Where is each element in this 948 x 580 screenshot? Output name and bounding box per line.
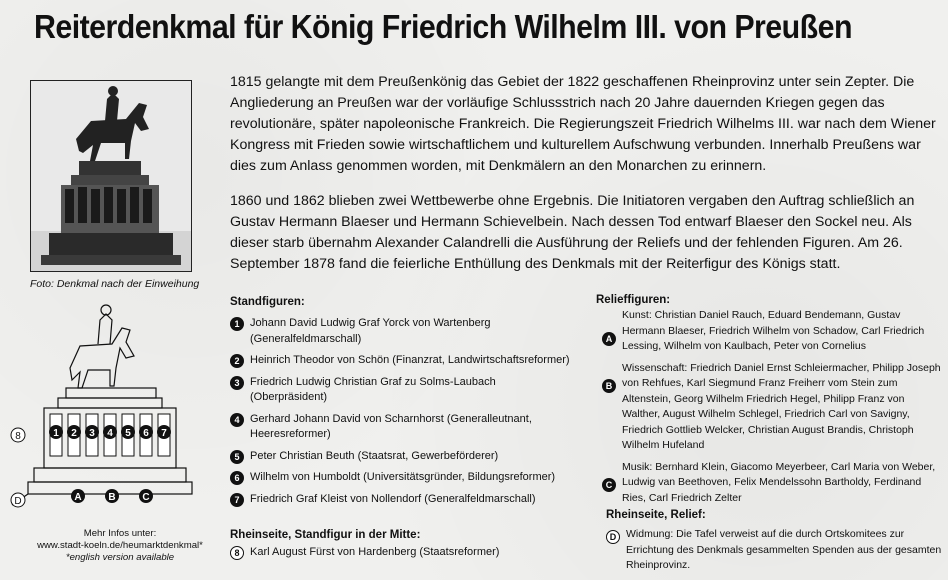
number-badge: 1 xyxy=(230,317,244,331)
more-info-url: www.stadt-koeln.de/heumarktdenkmal* xyxy=(37,540,203,551)
rheinseite-standfigur-heading: Rheinseite, Standfigur in der Mitte: xyxy=(230,529,421,541)
photo-caption: Foto: Denkmal nach der Einweihung xyxy=(30,278,200,290)
more-info xyxy=(20,528,220,564)
more-info-heading: Mehr Infos unter: xyxy=(83,528,157,539)
marker-1-label: 1 xyxy=(53,428,59,439)
list-item xyxy=(230,492,570,508)
list-item xyxy=(230,353,570,369)
list-item xyxy=(596,460,941,507)
number-badge: 7 xyxy=(230,493,244,507)
number-badge: 6 xyxy=(230,471,244,485)
marker-8-label: 8 xyxy=(15,431,21,442)
list-item-text: Heinrich Theodor von Schön (Finanzrat, Landwirtschaftsreformer) xyxy=(250,354,570,366)
list-item xyxy=(230,375,570,406)
list-item-text: Kunst: Christian Daniel Rauch, Eduard Bendemann, Gustav Hermann Blaeser, Friedrich Wilhelm von Schadow, Carl Friedrich Lessing, Wilhelm von Kaulbach, Peter von Cornelius xyxy=(622,309,925,352)
rheinseite-relief-heading: Rheinseite, Relief: xyxy=(606,509,706,521)
list-item xyxy=(596,361,941,454)
letter-badge: D xyxy=(606,530,620,544)
marker-7-label: 7 xyxy=(161,428,167,439)
list-item-text: Friedrich Ludwig Christian Graf zu Solms-Laubach (Oberpräsident) xyxy=(250,375,496,403)
list-item-text: Widmung: Die Tafel verweist auf die durch Ortskomitees zur Errichtung des Denkmals gesammelten Spenden aus der gesamten Rheinprovinz. xyxy=(626,528,942,571)
list-item xyxy=(596,308,941,355)
marker-d-label: D xyxy=(14,496,22,507)
intro-paragraph-1: 1815 gelangte mit dem Preußenkönig das Gebiet der 1822 geschaffenen Rheinprovinz unter sein Zepter. Die Angliederung an Preußen war der vorläufige Schlussstrich nach 20 Jahre dauernden Kriegen gegen das revolutionäre, später napoleonische Frankreich. Die Regierungszeit Friedrich Wilhelms III. war nach dem Wiener Kongress mit Frieden sowie wirtschaftlichem und kulturellem Aufschwung verbunden. Innerhalb Preußens war dies zum Anlass genommen worden, mit Denkmälern an den Monarchen zu erinnern. xyxy=(230,74,936,174)
list-item-text: Peter Christian Beuth (Staatsrat, Gewerbeförderer) xyxy=(250,449,499,462)
intro-paragraph-2: 1860 und 1862 blieben zwei Wettbewerbe ohne Ergebnis. Die Initiatoren vergaben den Auftrag schließlich an Gustav Hermann Blaeser und Hermann Schievelbein. Nach dessen Tod entwarf Blaeser den Sockel neu. Als dieser starb übernahm Alexander Calandrelli die Ausführung der Reliefs und der fehlenden Figuren. Am 26. September 1878 fand die feierliche Enthüllung des Denkmals mit der Reiterfigur des Königs statt. xyxy=(230,193,915,272)
english-version-note: *english version available xyxy=(65,552,175,563)
list-item xyxy=(230,545,570,561)
relieffiguren-heading: Relieffiguren: xyxy=(596,294,671,306)
number-badge: 8 xyxy=(230,546,244,560)
relieffiguren-section xyxy=(596,294,941,512)
rheinseite-standfigur-section xyxy=(230,529,570,567)
number-badge: 4 xyxy=(230,413,244,427)
standfiguren-heading: Standfiguren: xyxy=(230,296,305,308)
marker-3-label: 3 xyxy=(89,428,95,439)
marker-b-label: B xyxy=(108,492,116,503)
letter-badge: A xyxy=(602,332,616,346)
number-badge: 2 xyxy=(230,354,244,368)
list-item xyxy=(230,316,570,347)
number-badge: 3 xyxy=(230,376,244,390)
marker-6-label: 6 xyxy=(143,428,149,439)
marker-c-label: C xyxy=(142,492,150,503)
marker-a-label: A xyxy=(74,492,82,503)
letter-badge: B xyxy=(602,379,616,393)
rheinseite-relief-section xyxy=(606,509,946,580)
list-item xyxy=(230,412,570,443)
list-item-text: Friedrich Graf Kleist von Nollendorf (Generalfeldmarschall) xyxy=(250,492,536,505)
marker-2-label: 2 xyxy=(71,428,77,439)
marker-4-label: 4 xyxy=(107,428,113,439)
list-item xyxy=(606,527,946,574)
list-item-text: Wilhelm von Humboldt (Universitätsgründer, Bildungsreformer) xyxy=(250,471,556,483)
monument-photo xyxy=(30,80,192,272)
letter-badge: C xyxy=(602,478,616,492)
list-item xyxy=(230,449,570,465)
list-item-text: Karl August Fürst von Hardenberg (Staatsreformer) xyxy=(250,546,500,558)
list-item-text: Musik: Bernhard Klein, Giacomo Meyerbeer, Carl Maria von Weber, Ludwig van Beethoven, Felix Mendelssohn Bartholdy, Ferdinand Ries, Carl Friedrich Zelter xyxy=(622,460,936,504)
monument-diagram xyxy=(8,300,198,525)
intro-text xyxy=(230,72,936,289)
list-item-text: Gerhard Johann David von Scharnhorst (Generalleutnant, Heeresreformer) xyxy=(250,412,532,440)
page-title: Reiterdenkmal für König Friedrich Wilhelm III. von Preußen xyxy=(34,8,852,45)
number-badge: 5 xyxy=(230,450,244,464)
standfiguren-section xyxy=(230,296,570,513)
list-item-text: Johann David Ludwig Graf Yorck von Wartenberg (Generalfeldmarschall) xyxy=(250,317,491,345)
marker-5-label: 5 xyxy=(125,428,131,439)
list-item-text: Wissenschaft: Friedrich Daniel Ernst Schleiermacher, Philipp Joseph von Rehfues, Karl Siegmund Franz Freiherr vom Stein zum Altenstein, Georg Wilhelm Friedrich Hegel, Philipp Franz von Walther, August Wilhelm Schlegel, Friedrich Carl von Savigny, Friedrich Gottlieb Welcker, Christian August Brandis, Christoph Wilhelm Hufeland xyxy=(622,361,941,451)
list-item xyxy=(230,470,570,486)
